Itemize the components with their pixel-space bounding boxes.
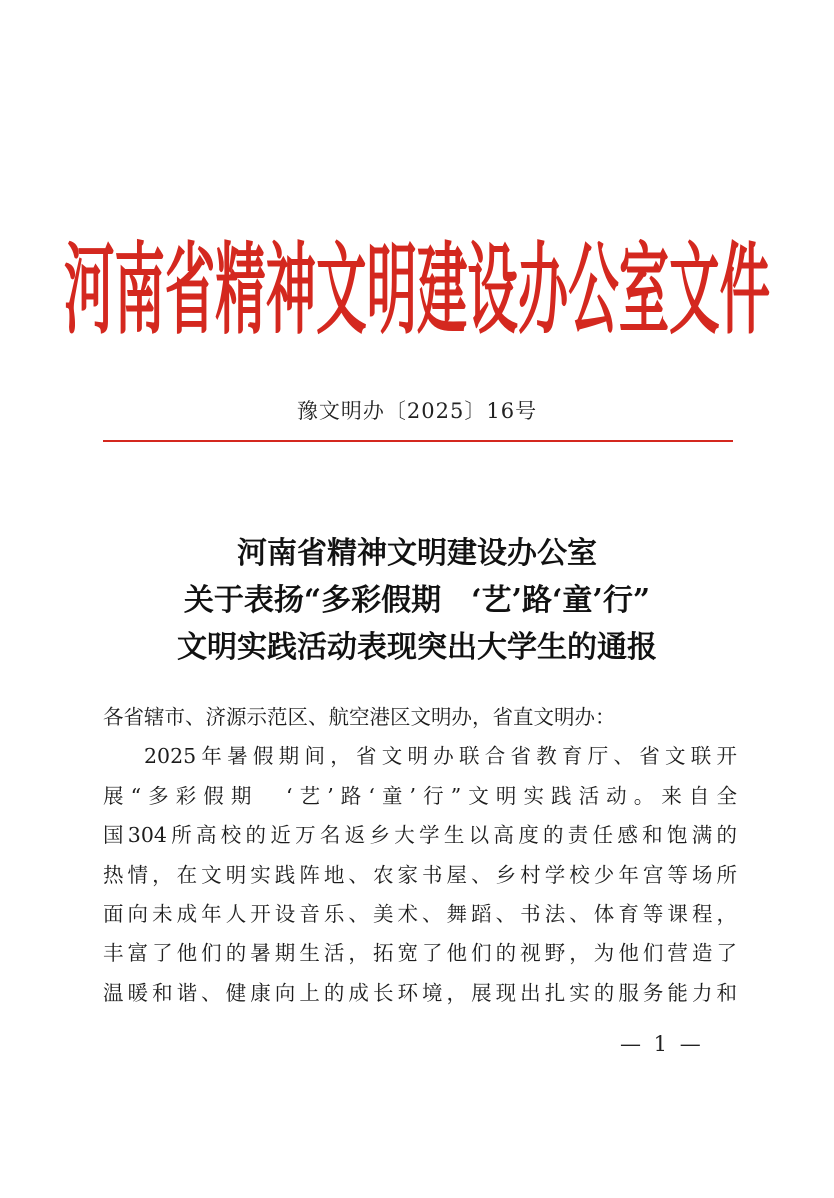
document-number: 豫文明办〔2025〕16号 <box>296 399 538 423</box>
title-line-3: 文明实践活动表现突出大学生的通报 <box>177 630 657 665</box>
document-title <box>0 530 834 671</box>
salutation: 各省辖市、济源示范区、航空港区文明办，省直文明办： <box>103 705 616 729</box>
document-body <box>103 698 737 1013</box>
page-number: — 1 — <box>620 1032 704 1056</box>
body-line: 面向未成年人开设音乐、美术、舞蹈、书法、体育等课程， <box>103 901 737 926</box>
title-line-2: 关于表扬“多彩假期 ‘艺’路‘童’行” <box>183 583 651 618</box>
issuer-masthead-svg <box>60 232 774 344</box>
body-line: 国304所高校的近万名返乡大学生以高度的责任感和饱满的 <box>103 823 737 848</box>
issuer-masthead <box>60 232 774 344</box>
body-line: 温暖和谐、健康向上的成长环境，展现出扎实的服务能力和 <box>103 980 737 1005</box>
body-line: 热情，在文明实践阵地、农家书屋、乡村学校少年宫等场所 <box>103 862 737 887</box>
issuer-heading: 河南省精神文明建设办公室文件 <box>63 232 770 344</box>
red-divider-rule <box>103 440 733 442</box>
body-line: 2025年暑假期间，省文明办联合省教育厅、省文联开 <box>144 744 737 769</box>
body-line: 展“多彩假期 ‘艺’路‘童’行”文明实践活动。来自全 <box>103 783 737 808</box>
title-line-1: 河南省精神文明建设办公室 <box>237 536 597 571</box>
body-line: 丰富了他们的暑期生活，拓宽了他们的视野，为他们营造了 <box>103 941 737 966</box>
